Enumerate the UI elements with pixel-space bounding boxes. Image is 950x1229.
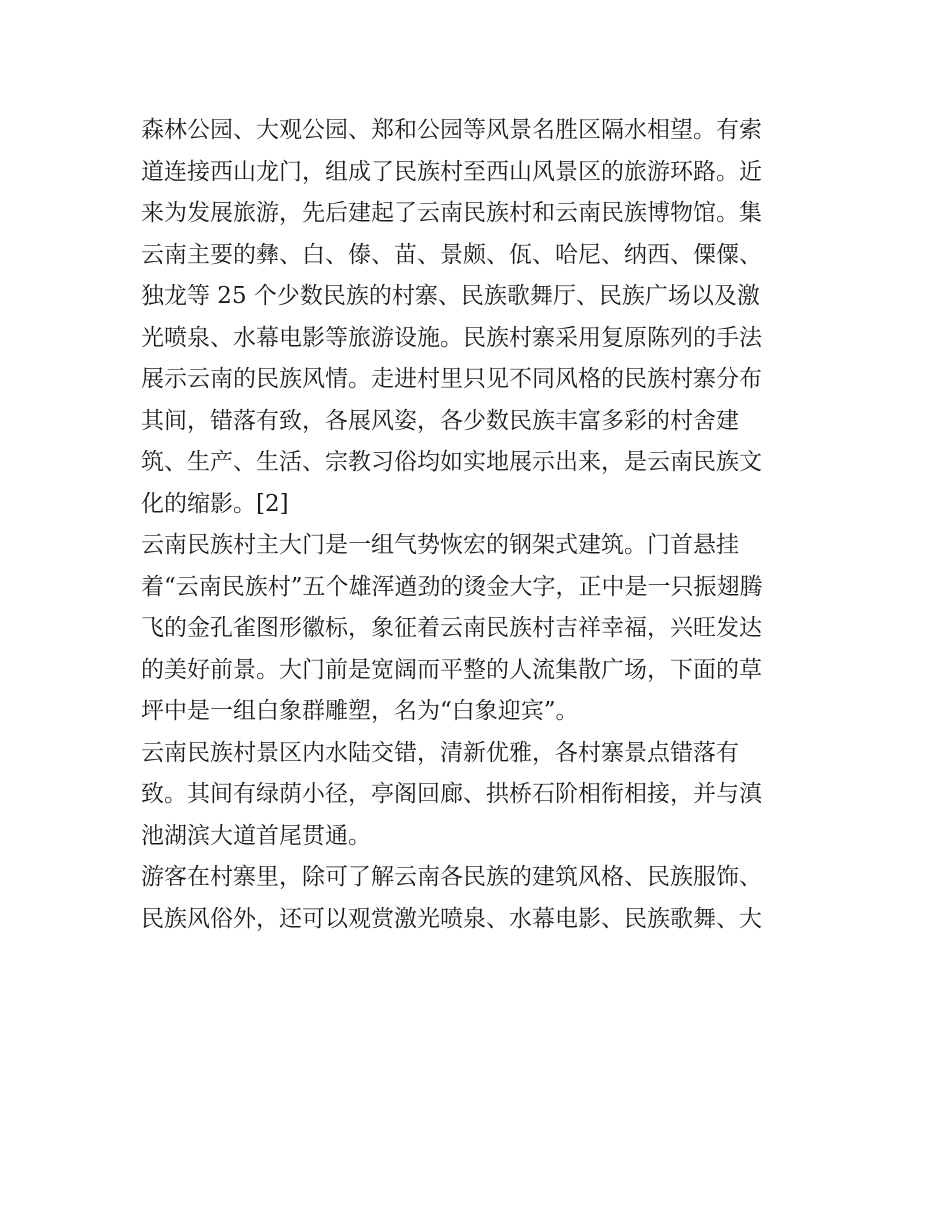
body-text [141, 110, 821, 940]
text-line: 云南主要的彝、白、傣、苗、景颇、佤、哈尼、纳西、傈僳、 [141, 241, 762, 268]
text-line: 来为发展旅游，先后建起了云南民族村和云南民族博物馆。集 [141, 200, 762, 226]
text-line: 游客在村寨里，除可了解云南各民族的建筑风格、民族服饰、 [141, 864, 762, 890]
text-line: 展示云南的民族风情。走进村里只见不同风格的民族村寨分布 [141, 366, 762, 392]
text-line: 的美好前景。大门前是宽阔而平整的人流集散广场，下面的草 [141, 656, 762, 683]
text-line: 云南民族村景区内水陆交错，清新优雅，各村寨景点错落有 [141, 739, 739, 766]
text-line: 着“云南民族村”五个雄浑遒劲的烫金大字，正中是一只振翅腾 [141, 573, 763, 600]
text-line: 民族风俗外，还可以观赏激光喷泉、水幕电影、民族歌舞、大 [141, 905, 762, 932]
text-line: 道连接西山龙门，组成了民族村至西山风景区的旅游环路。近 [141, 158, 762, 185]
text-line: 池湖滨大道首尾贯通。 [141, 822, 371, 849]
text-line: 独龙等 25 个少数民族的村寨、民族歌舞厅、民族广场以及激 [141, 283, 760, 309]
text-line: 飞的金孔雀图形徽标，象征着云南民族村吉祥幸福，兴旺发达 [141, 615, 762, 641]
text-line: 化的缩影。[2] [141, 490, 289, 517]
text-line: 其间，错落有致，各展风姿，各少数民族丰富多彩的村舍建 [141, 407, 739, 434]
text-line: 云南民族村主大门是一组气势恢宏的钢架式建筑。门首悬挂 [141, 532, 739, 558]
text-line: 坪中是一组白象群雕塑，名为“白象迎宾”。 [141, 698, 579, 724]
text-line: 光喷泉、水幕电影等旅游设施。民族村寨采用复原陈列的手法 [141, 324, 762, 351]
text-line: 森林公园、大观公园、郑和公园等风景名胜区隔水相望。有索 [141, 117, 762, 143]
text-line: 筑、生产、生活、宗教习俗均如实地展示出来，是云南民族文 [141, 449, 762, 475]
text-line: 致。其间有绿荫小径，亭阁回廊、拱桥石阶相衔相接，并与滇 [141, 781, 762, 807]
